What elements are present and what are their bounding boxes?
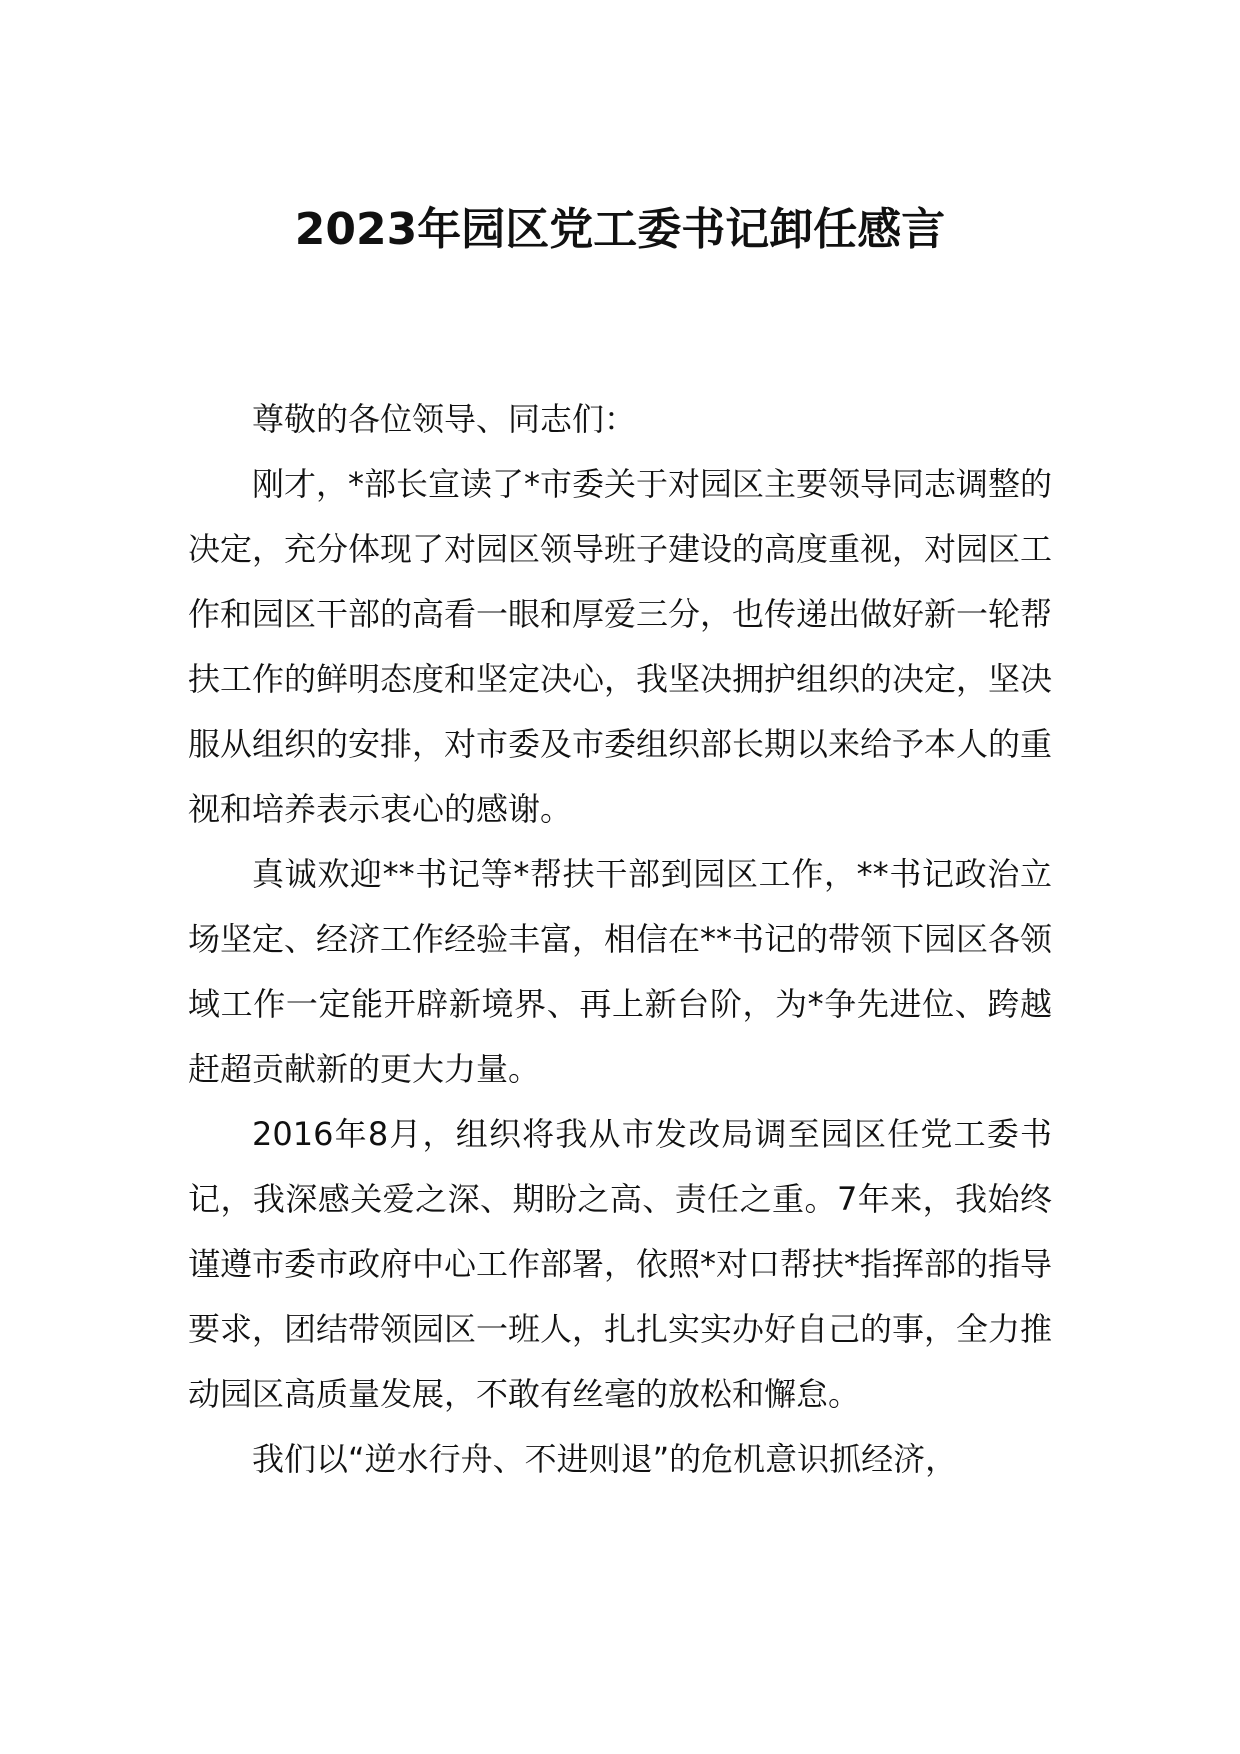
document-body <box>188 387 1052 1492</box>
paragraph-1: 刚才，*部长宣读了*市委关于对园区主要领导同志调整的决定，充分体现了对园区领导班子建设的高度重视，对园区工作和园区干部的高看一眼和厚爱三分，也传递出做好新一轮帮扶工作的鲜明态度和坚定决心，我坚决拥护组织的决定，坚决服从组织的安排，对市委及市委组织部长期以来给予本人的重视和培养表示衷心的感谢。 <box>188 465 1053 828</box>
paragraph-2: 真诚欢迎**书记等*帮扶干部到园区工作，**书记政治立场坚定、经济工作经验丰富，相信在**书记的带领下园区各领域工作一定能开辟新境界、再上新台阶，为*争先进位、跨越赶超贡献新的更大力量。 <box>188 855 1053 1088</box>
paragraph-greeting: 尊敬的各位领导、同志们： <box>252 400 637 438</box>
document-title: 2023年园区党工委书记卸任感言 <box>294 204 946 255</box>
paragraph-4: 我们以“逆水行舟、不进则退”的危机意识抓经济， <box>252 1440 958 1478</box>
paragraph-3: 2016年8月，组织将我从市发改局调至园区任党工委书记，我深感关爱之深、期盼之高、责任之重。7年来，我始终谨遵市委市政府中心工作部署，依照*对口帮扶*指挥部的指导要求，团结带领园区一班人，扎扎实实办好自己的事，全力推动园区高质量发展，不敢有丝毫的放松和懈怠。 <box>188 1115 1053 1413</box>
